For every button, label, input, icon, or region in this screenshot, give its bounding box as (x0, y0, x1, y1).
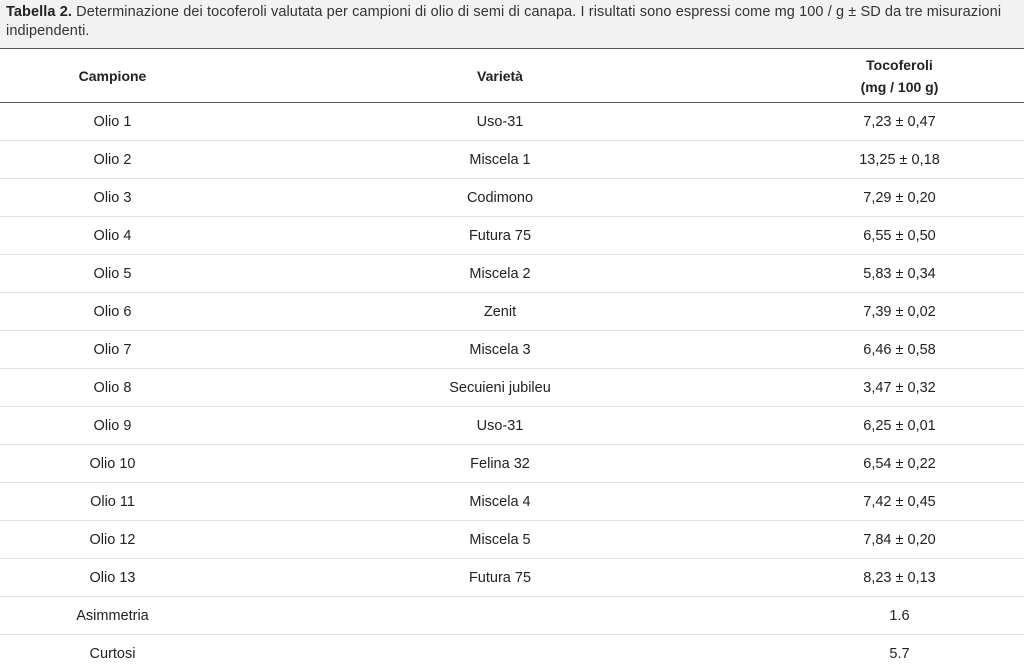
table-row (0, 445, 1024, 483)
cell-tocoferoli: 7,39 ± 0,02 (775, 293, 1024, 331)
table-row (0, 103, 1024, 141)
cell-campione: Olio 7 (0, 331, 225, 369)
header-tocoferoli (775, 49, 1024, 103)
cell-tocoferoli: 1.6 (775, 597, 1024, 635)
cell-varieta: Zenit (225, 293, 775, 331)
table-row (0, 141, 1024, 179)
cell-campione: Asimmetria (0, 597, 225, 635)
cell-tocoferoli: 3,47 ± 0,32 (775, 369, 1024, 407)
cell-tocoferoli: 6,46 ± 0,58 (775, 331, 1024, 369)
cell-campione: Curtosi (0, 635, 225, 666)
cell-campione: Olio 9 (0, 407, 225, 445)
cell-campione: Olio 12 (0, 521, 225, 559)
table-row (0, 483, 1024, 521)
cell-tocoferoli: 8,23 ± 0,13 (775, 559, 1024, 597)
table-body (0, 103, 1024, 666)
cell-campione: Olio 5 (0, 255, 225, 293)
cell-campione: Olio 11 (0, 483, 225, 521)
table-row (0, 635, 1024, 666)
cell-tocoferoli: 7,29 ± 0,20 (775, 179, 1024, 217)
cell-campione: Olio 6 (0, 293, 225, 331)
cell-campione: Olio 13 (0, 559, 225, 597)
cell-varieta: Uso-31 (225, 407, 775, 445)
caption-label: Tabella 2. (6, 4, 73, 20)
table-row (0, 597, 1024, 635)
cell-campione: Olio 8 (0, 369, 225, 407)
table-row (0, 217, 1024, 255)
header-tocoferoli-unit: (mg / 100 g) (860, 78, 939, 95)
table-row (0, 179, 1024, 217)
cell-tocoferoli: 6,54 ± 0,22 (775, 445, 1024, 483)
cell-tocoferoli: 6,55 ± 0,50 (775, 217, 1024, 255)
cell-varieta: Felina 32 (225, 445, 775, 483)
tocopherol-table (0, 48, 1024, 666)
cell-campione: Olio 1 (93, 113, 132, 130)
cell-tocoferoli: 7,84 ± 0,20 (775, 521, 1024, 559)
cell-varieta: Codimono (225, 179, 775, 217)
cell-campione: Olio 4 (0, 217, 225, 255)
header-tocoferoli-line1: Tocoferoli (866, 56, 933, 73)
header-varieta: Varietà (477, 67, 523, 84)
cell-varieta: Futura 75 (225, 217, 775, 255)
cell-tocoferoli: 13,25 ± 0,18 (775, 141, 1024, 179)
cell-varieta (225, 635, 775, 666)
cell-varieta: Miscela 3 (225, 331, 775, 369)
cell-varieta: Miscela 4 (225, 483, 775, 521)
table-row (0, 369, 1024, 407)
table-row (0, 293, 1024, 331)
table-row (0, 559, 1024, 597)
cell-varieta (225, 597, 775, 635)
cell-varieta: Miscela 2 (225, 255, 775, 293)
cell-tocoferoli: 5.7 (775, 635, 1024, 666)
table-row (0, 331, 1024, 369)
cell-tocoferoli: 7,23 ± 0,47 (863, 113, 936, 130)
cell-tocoferoli: 6,25 ± 0,01 (775, 407, 1024, 445)
header-campione: Campione (78, 67, 147, 84)
cell-varieta: Miscela 5 (225, 521, 775, 559)
cell-campione: Olio 10 (0, 445, 225, 483)
table-row (0, 521, 1024, 559)
table-header (0, 49, 1024, 103)
cell-campione: Olio 2 (0, 141, 225, 179)
table-row (0, 407, 1024, 445)
header-row (0, 49, 1024, 103)
cell-varieta: Futura 75 (225, 559, 775, 597)
cell-varieta: Uso-31 (476, 113, 524, 130)
cell-varieta: Secuieni jubileu (225, 369, 775, 407)
table-caption (0, 0, 1024, 48)
caption-text: Determinazione dei tocoferoli valutata per campioni di olio di semi di canapa. I risultati sono espressi come mg 100 / g ± SD da tre misurazioni indipendenti. (6, 4, 1002, 39)
cell-varieta: Miscela 1 (225, 141, 775, 179)
table-row (0, 255, 1024, 293)
cell-campione: Olio 3 (0, 179, 225, 217)
cell-tocoferoli: 5,83 ± 0,34 (775, 255, 1024, 293)
cell-tocoferoli: 7,42 ± 0,45 (775, 483, 1024, 521)
